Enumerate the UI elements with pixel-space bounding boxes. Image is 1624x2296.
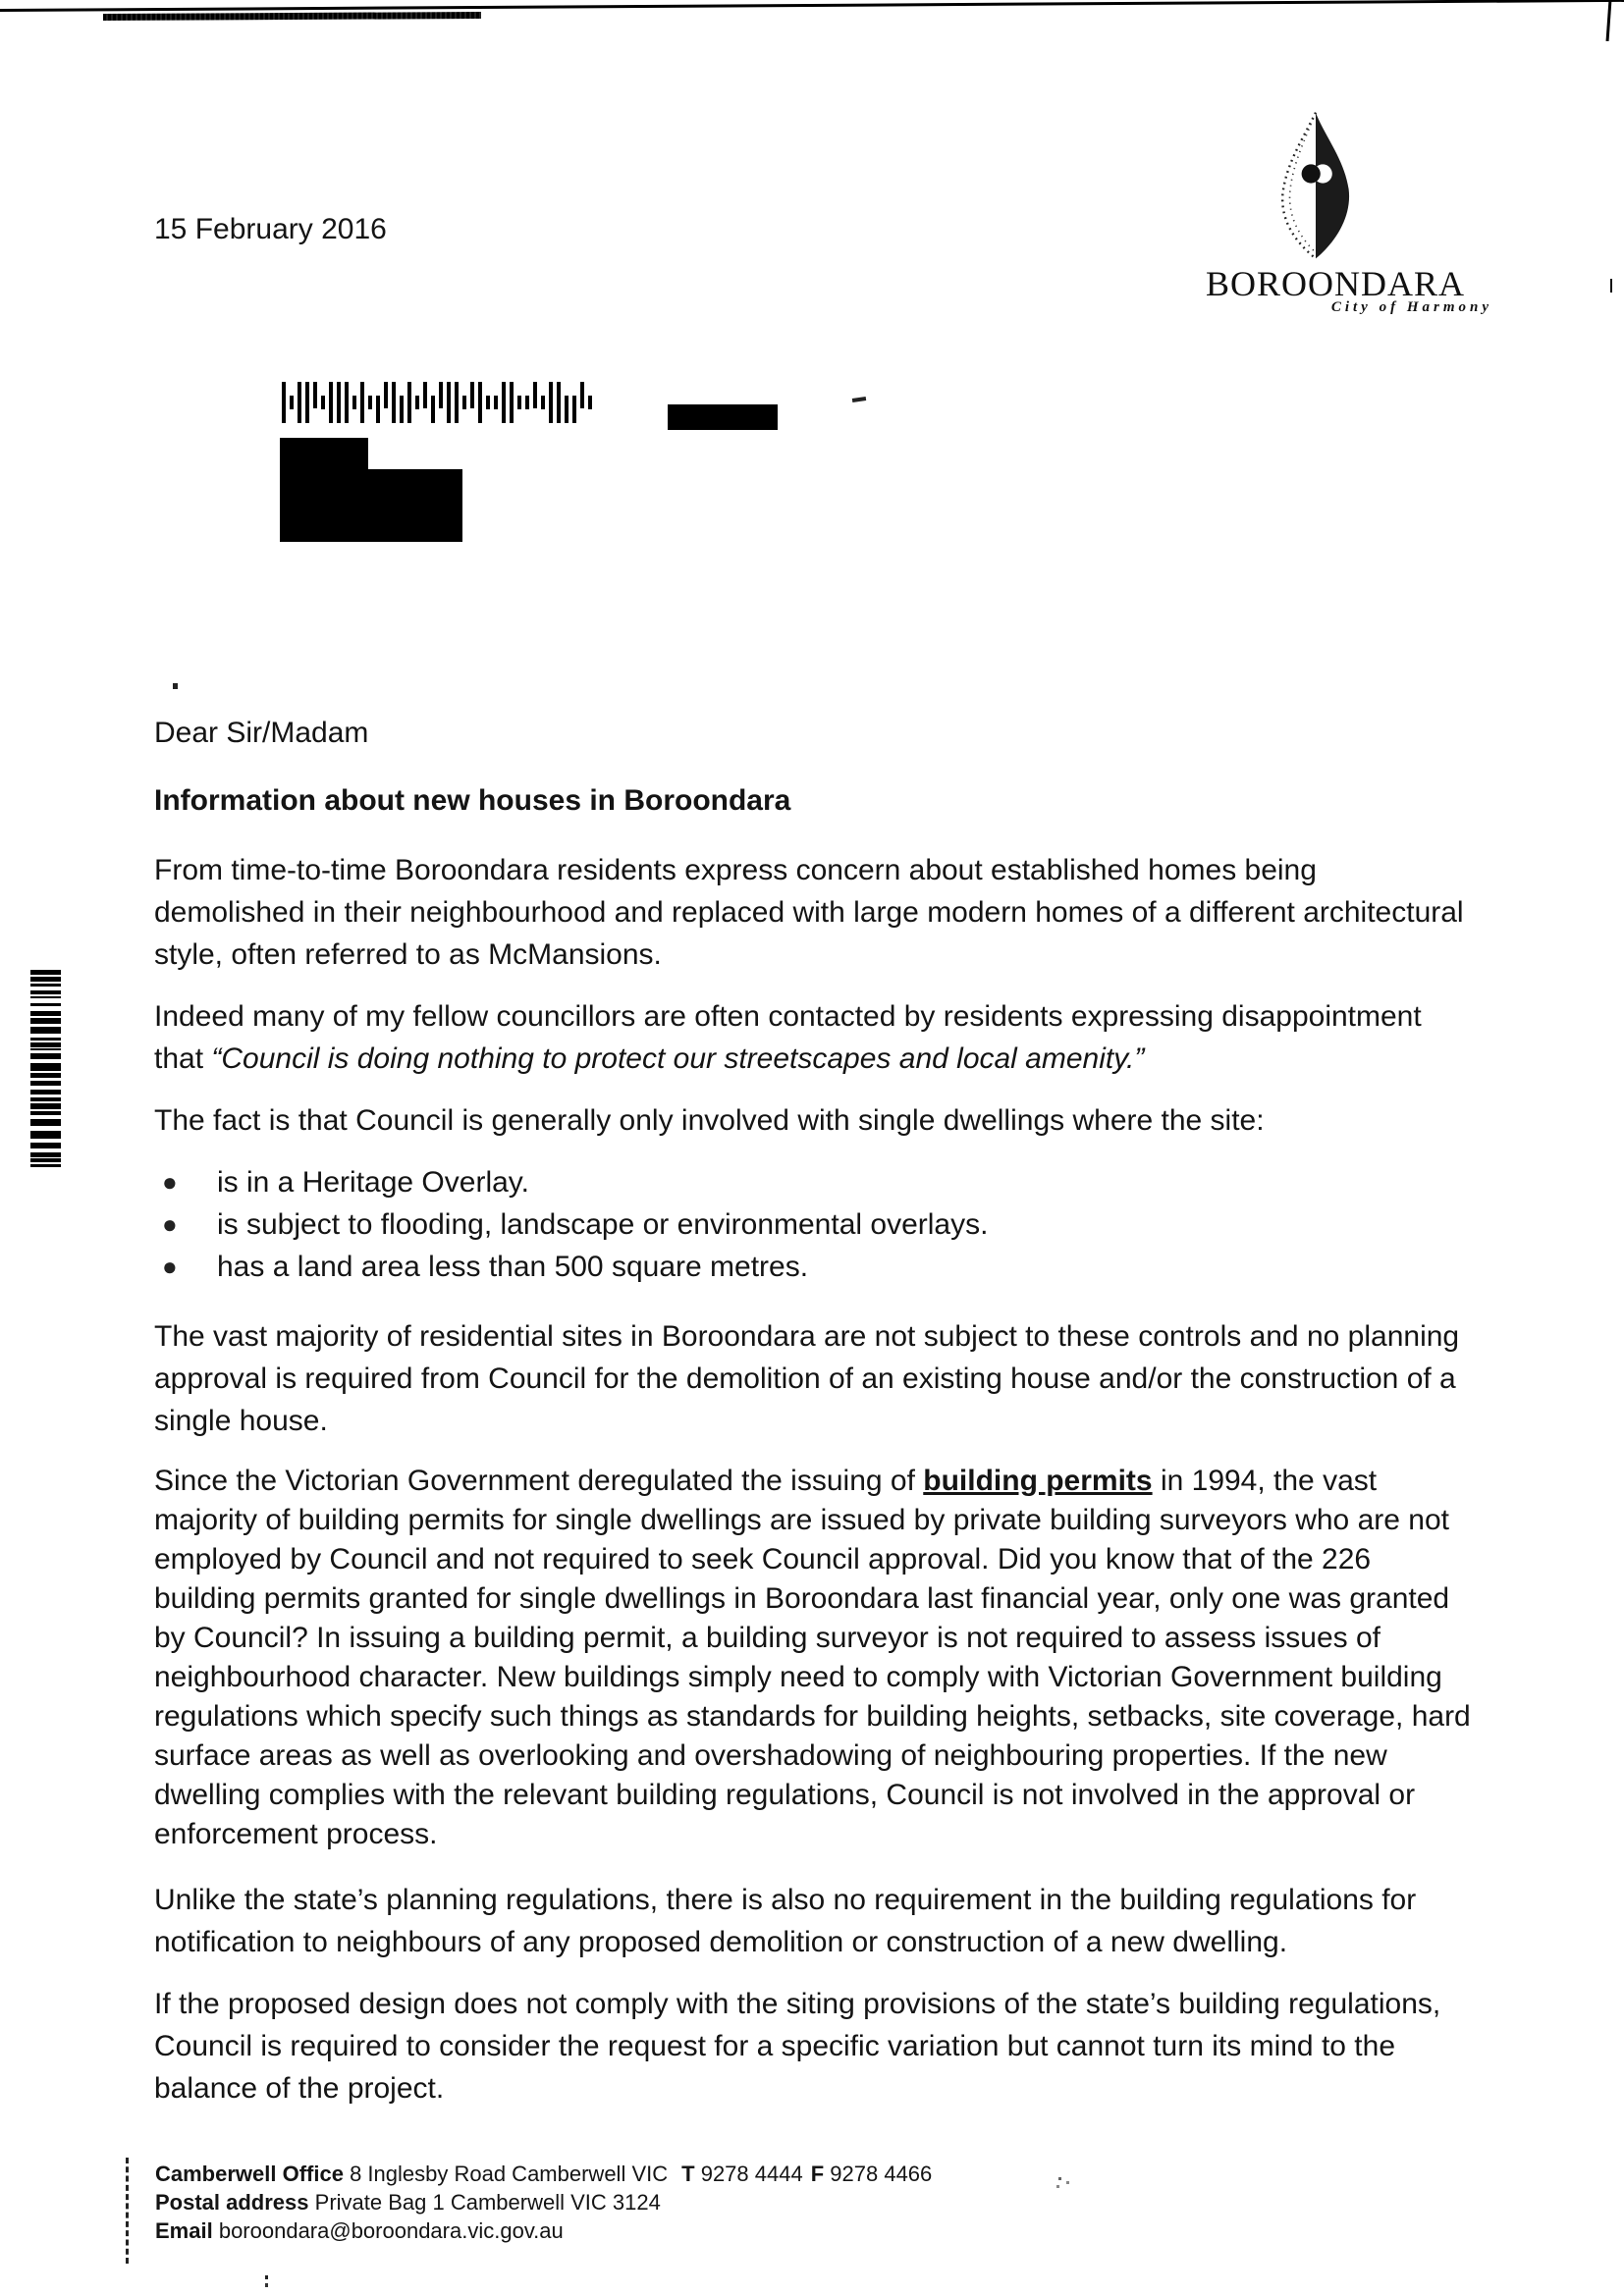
scan-speckle [1058,2177,1061,2180]
scan-top-line-thick [103,12,481,21]
footer-postal-label: Postal address [155,2190,309,2215]
resident-quote: “Council is doing nothing to protect our streetscapes and local amenity.” [211,1042,1145,1075]
scan-speckle [852,397,866,402]
footer-email-value: boroondara@boroondara.vic.gov.au [218,2218,564,2243]
logo-leaf-icon [1257,109,1375,262]
bullet-icon: ● [162,1167,178,1197]
paragraph-notification: Unlike the state’s planning regulations, there is also no requirement in the building regulations for notification to neighbours of any proposed demolition or construction of a new dwelling. [154,1884,1417,1958]
paragraph-permits-rest: in 1994, the vast majority of building permits for single dwellings are issued by private building surveyors who are not employed by Council and not required to seek Council approval. Did you know that of the 226 building permits granted for single dwellings in Boroondara last financial year, only one was granted by Council? In issuing a building permit, a building surveyor is not required to assess issues of neighbourhood character. New buildings simply need to comply with Victorian Government building regulations which specify such things as standards for building heights, setbacks, site coverage, hard surface areas as well as overlooking and overshadowing of neighbouring properties. If the new dwelling complies with the relevant building regulations, Council is not involved in the approval or enforcement process. [154,1465,1471,1850]
footer-fax-label: F [810,2162,825,2186]
footer-office-line [155,2160,932,2188]
scan-speckle [173,683,178,689]
site-conditions-list [154,1161,1474,1288]
list-item-text: is subject to flooding, landscape or environmental overlays. [217,1208,989,1241]
scan-top-line [0,0,1624,12]
paragraph-intro: From time-to-time Boroondara residents express concern about established homes being demolished in their neighbourhood and replaced with large modern homes of a different architectural style, often referred to as McMansions. [154,854,1464,971]
footer-divider [126,2158,129,2264]
building-permits-emphasis: building permits [923,1465,1153,1497]
paragraph-siting: If the proposed design does not comply with the siting provisions of the state’s building regulations, Council is required to consider the request for a specific variation but cannot turn its mind to the balance of the project. [154,1988,1441,2105]
redacted-address-block [280,469,462,542]
list-item [154,1203,1474,1246]
footer-email-line [155,2216,932,2245]
bullet-icon: ● [162,1209,178,1239]
bullet-icon: ● [162,1252,178,1281]
postal-barcode-icon [282,382,598,425]
paragraph-majority: The vast majority of residential sites in Boroondara are not subject to these controls and no planning approval is required from Council for the demolition of an existing house and/or the construction of a single house. [154,1320,1460,1437]
footer-email-label: Email [155,2218,213,2243]
logo-tagline: City of Harmony [1330,299,1492,315]
list-item [154,1246,1474,1288]
footer-office-label: Camberwell Office [155,2162,344,2186]
paragraph-permits-lead: Since the Victorian Government deregulated the issuing of [154,1465,924,1497]
footer-office-value: 8 Inglesby Road Camberwell VIC [350,2162,669,2186]
footer-postal-value: Private Bag 1 Camberwell VIC 3124 [314,2190,661,2215]
footer-postal-line [155,2188,932,2216]
paragraph-permits [154,1462,1474,1854]
list-item-text: is in a Heritage Overlay. [217,1166,529,1199]
letter-body [154,712,1474,2129]
logo-name: BOROONDARA [1206,264,1466,303]
redacted-block [668,404,778,430]
footer-fax-value: 9278 4466 [830,2162,933,2186]
paragraph-fact: The fact is that Council is generally only involved with single dwellings where the site: [154,1104,1265,1137]
scan-edge-mark [1606,0,1612,41]
paragraph-councillors-lead: Indeed many of my fellow councillors are often contacted by residents expressing disappointment that [154,1000,1422,1075]
list-item [154,1161,1474,1203]
salutation: Dear Sir/Madam [154,717,369,749]
subject-heading: Information about new houses in Boroondara [154,784,791,817]
scan-speckle [265,2275,268,2279]
paragraph-councillors [154,995,1474,1080]
footer-phone-value: 9278 4444 [700,2162,803,2186]
scan-edge-dash [1610,279,1612,293]
letter-date: 15 February 2016 [154,213,387,245]
list-item-text: has a land area less than 500 square metres. [217,1251,809,1283]
vertical-barcode-icon [30,970,61,1172]
footer-contact [155,2160,932,2245]
footer-phone-label: T [681,2162,695,2186]
council-logo [1206,103,1496,324]
